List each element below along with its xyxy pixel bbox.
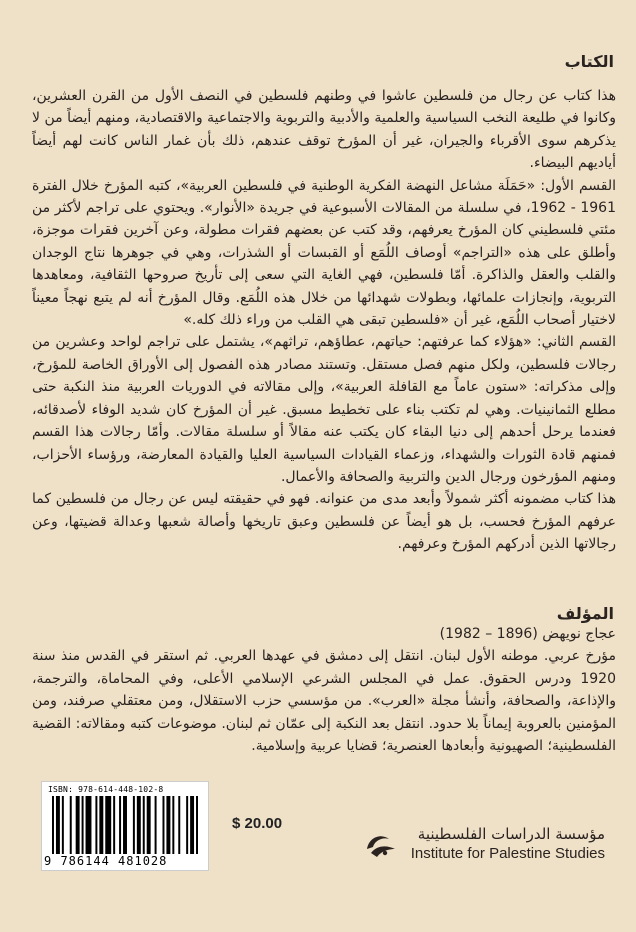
barcode-bar [172, 796, 174, 854]
barcode-bar [82, 796, 84, 854]
author-paragraph: مؤرخ عربي. موطنه الأول لبنان. انتقل إلى دمشق في عهدها العربي. ثم استقر في القدس منذ سنة 1920 ودرس الحقوق. عمل في المجلس الشرعي الإسلامي الأعلى، وفي المحاماة، والترجمة، والإذاعة، والصحافة، وأنشأ مجلة «العرب». من مؤسسي حزب الاستقلال، ومن معتقلي صرفند، ومن المؤمنين بالعروبة إيماناً بلا حدود. انتقل بعد النكبة إلى عمّان ثم لبنان. موضوعات كتبه ومقالاته: القضية الفلسطينية؛ الصهيونية وأبعادها العنصرية؛ قضايا عربية وإسلامية. [32, 648, 616, 755]
barcode-bar [113, 796, 115, 854]
barcode-bar [186, 796, 188, 854]
barcode-bar [56, 796, 60, 854]
isbn-barcode [41, 781, 209, 871]
barcode-bar [166, 796, 170, 854]
book-paragraph-summary: هذا كتاب مضمونه أكثر شمولاً وأبعد مدى من عنوانه. فهو في حقيقته ليس عن رجال من فلسطين كما عرفهم المؤرخ فحسب، بل هو أيضاً عن فلسطين وعبق تاريخها وأصالة شعبها وعدالة قضيتها، وعن رجالاتها الذين أدركهم المؤرخ وعرفهم. [32, 491, 616, 553]
author-name-line: عجاج نويهض (1896 – 1982) [439, 626, 616, 642]
barcode-bar [86, 796, 92, 854]
barcode-bar [190, 796, 194, 854]
ips-logo-icon [363, 827, 399, 863]
barcode-bar [76, 796, 80, 854]
barcode-bar [105, 796, 111, 854]
book-heading: الكتاب [564, 52, 614, 71]
barcode-bar [123, 796, 127, 854]
barcode-bar [52, 796, 54, 854]
book-description [32, 85, 616, 556]
author-heading: المؤلف [556, 604, 614, 623]
barcode-bar [147, 796, 151, 854]
publisher-name-en: Institute for Palestine Studies [410, 845, 605, 862]
barcode-bar [95, 796, 97, 854]
book-paragraph-section-2: القسم الثاني: «هؤلاء كما عرفتهم: حياتهم، عطاؤهم، تراثهم»، يشتمل على تراجم لواحد وعشرين من رجالات فلسطين، ولكل منهم فصل مستقل. وتستند مصادر هذه الفصول إلى الأوراق الخاصة للمؤرخ، وإلى مذكراته: «ستون عاماً مع القافلة العربية»، وإلى مقالاته في الدوريات العربية منذ النكبة حتى مطلع الثمانينيات. وهي لم تكتب بناء على تخطيط مسبق. غير أن المؤرخ كان شديد الوفاء لأصدقائه، فعندما يرحل أحدهم إلى دنيا البقاء كان يكتب عنه مقالاً أو سلسلة مقالات. وأمّا رجالات هذا القسم فمنهم قادة الثورات والشهداء، وزعماء القيادات السياسية العليا والقيادة المعارضة، ورؤساء الأحزاب، ومنهم المؤرخون ورجال الدين والتربية والصحافة والأعمال. [32, 334, 616, 485]
publisher-name-ar: مؤسسة الدراسات الفلسطينية [417, 825, 605, 843]
book-paragraph-1: هذا كتاب عن رجال من فلسطين عاشوا في وطنهم فلسطين في النصف الأول من القرن العشرين، وكانوا في طليعة النخب السياسية والعلمية والأدبية والتربوية والاجتماعية والاقتصادية، ومنهم أيضاً من لا يذكرهم سوى الأقرباء والجيران، غير أن المؤرخ توقف عندهم، ذلك بأن غمار الناس كانت لهم أيضاً أياديهم البيضاء. [32, 88, 616, 172]
barcode-bars [52, 796, 198, 854]
barcode-bar [155, 796, 157, 854]
publisher-logo [365, 825, 605, 869]
barcode-bar [119, 796, 121, 854]
barcode-bar [196, 796, 198, 854]
price-label: $ 20.00 [232, 815, 283, 832]
barcode-bar [133, 796, 135, 854]
barcode-bar [178, 796, 180, 854]
barcode-bar [99, 796, 103, 854]
isbn-label: ISBN: 978-614-448-102-8 [48, 785, 164, 794]
barcode-bar [70, 796, 72, 854]
barcode-bar [62, 796, 64, 854]
barcode-bar [137, 796, 141, 854]
book-paragraph-section-1: القسم الأول: «حَمَلَة مشاعل النهضة الفكرية الوطنية في فلسطين العربية»، كتبه المؤرخ خلال الفترة 1961 - 1962، في سلسلة من المقالات الأسبوعية في جريدة «الأنوار». ويحتوي على تراجم لأكثر من مئتي فلسطيني كان المؤرخ يعرفهم، وقد كتب عن بعضهم فقرات مطولة، وعن آخرين فقرات موجزة، وأطلق على هذه «التراجم» أوصاف اللُمَع أو القبسات أو الشذرات، وهي في جوهرها نتاج الوجدان والقلب والعقل والذاكرة. أمّا فلسطين، فهي الغاية التي سعى إلى تأريخ صروحها الثقافية، ومعاهدها التربوية، وإنجازات علمائها، وبطولات شهدائها من خلال هذه اللُمَع. وقال المؤرخ أنه لم يتبع نهجاً معيناً لاختيار أصحاب اللُمَع، غير أن «فلسطين تبقى هي القلب من وراء ذلك كله.» [32, 177, 616, 329]
author-bio [32, 623, 616, 757]
barcode-bar [143, 796, 145, 854]
barcode-digits: 9 786144 481028 [44, 854, 168, 868]
barcode-bar [162, 796, 164, 854]
